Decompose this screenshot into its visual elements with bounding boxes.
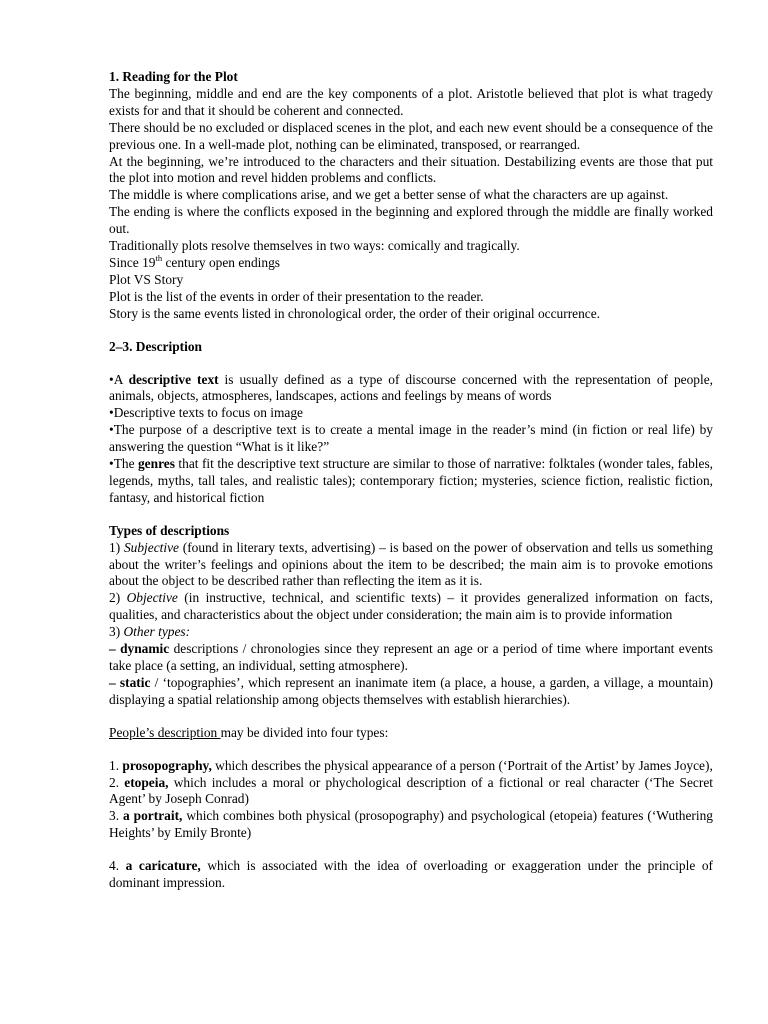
list-number: 2. xyxy=(109,774,125,790)
text-span: •A xyxy=(109,371,129,387)
text-span: that fit the descriptive text structure are similar to those of narrative: folktales (wonder tales, fables, legends, myths, tall tales, and realistic tales); contemporary fiction; mysteries, science fiction, realistic fiction, fantasy, and historical fiction xyxy=(109,456,714,505)
section-heading-plot: 1. Reading for the Plot xyxy=(109,69,238,84)
bullet-paragraph xyxy=(109,456,713,507)
text-span: Since 19 xyxy=(109,254,156,270)
paragraph: The middle is where complications arise, and we get a better sense of what the characters are up against. xyxy=(109,187,669,203)
text-span: (in instructive, technical, and scientific texts) – it provides generalized information on facts, qualities, and characteristics about the object under consideration; the main aim is to provide information xyxy=(109,590,713,623)
bold-term: a caricature, xyxy=(125,858,201,874)
italic-term: Objective xyxy=(126,590,178,606)
list-paragraph xyxy=(109,758,713,775)
italic-term: Subjective xyxy=(123,539,179,555)
list-number: 3) xyxy=(109,624,124,640)
text-span: century open endings xyxy=(162,254,281,270)
text-span: which describes the physical appearance of a person (‘Portrait of the Artist’ by James Joyce), xyxy=(211,757,713,773)
text-span: which combines both physical (prosopography) and psychological (etopeia) features (‘Wuthering Heights’ by Emily Bronte) xyxy=(109,808,714,841)
bold-term: genres xyxy=(137,456,175,472)
list-number: 1. xyxy=(109,757,123,773)
list-paragraph xyxy=(109,624,713,641)
paragraph: Story is the same events listed in chronological order, the order of their original occurrence. xyxy=(109,305,601,321)
list-number: 2) xyxy=(109,590,127,606)
people-description-intro xyxy=(109,725,713,742)
paragraph: Plot is the list of the events in order of their presentation to the reader. xyxy=(109,288,484,304)
list-paragraph xyxy=(109,858,713,892)
paragraph xyxy=(109,252,713,272)
list-number: 4. xyxy=(109,858,126,874)
list-paragraph xyxy=(109,675,713,709)
paragraph: Plot VS Story xyxy=(109,271,184,287)
bullet-paragraph: •The purpose of a descriptive text is to create a mental image in the reader’s mind (in fiction or real life) by answering the question “What is it like?” xyxy=(109,422,713,455)
section-heading-description: 2–3. Description xyxy=(109,338,202,354)
bold-term: prosopography, xyxy=(122,757,212,773)
list-number: 3. xyxy=(109,808,124,824)
paragraph: At the beginning, we’re introduced to the characters and their situation. Destabilizing events are those that put the plot into motion and revel hidden problems and conflicts. xyxy=(109,153,713,186)
text-span: / ‘topographies’, which represent an inanimate item (a place, a house, a garden, a village, a mountain) displaying a spatial relationship among objects themselves with establish hierarchies). xyxy=(109,674,713,707)
text-span: which includes a moral or phychological description of a fictional or real character (‘The Secret Agent’ by Joseph Conrad) xyxy=(109,774,714,807)
document-body xyxy=(109,69,713,892)
text-span: may be divided into four types: xyxy=(220,724,389,740)
text-span: •The xyxy=(109,456,138,472)
list-paragraph xyxy=(109,540,713,591)
section-heading-types: Types of descriptions xyxy=(109,522,230,538)
italic-term: Other types: xyxy=(123,624,191,640)
text-span: (found in literary texts, advertising) – is based on the power of observation and tells us something about the writer’s feelings and opinions about the item to be described; the main aim is to provoke emotions about the object to be described rather than reflecting the item as it is. xyxy=(109,539,713,589)
underlined-term: People’s description xyxy=(109,724,221,740)
bold-term: – static xyxy=(109,674,151,690)
bold-term: descriptive text xyxy=(128,371,219,387)
list-paragraph xyxy=(109,641,713,675)
paragraph: There should be no excluded or displaced scenes in the plot, and each new event should be a consequence of the previous one. In a well-made plot, nothing can be eliminated, transposed, or rearranged. xyxy=(109,119,713,152)
list-paragraph xyxy=(109,808,713,842)
text-span: descriptions / chronologies since they represent an age or a period of time where important events take place (a setting, an individual, setting atmosphere). xyxy=(109,641,713,673)
list-paragraph xyxy=(109,590,713,624)
list-paragraph xyxy=(109,775,713,809)
paragraph: The ending is where the conflicts exposed in the beginning and explored through the middle are finally worked out. xyxy=(109,204,713,237)
list-number: 1) xyxy=(109,539,124,555)
bold-term: etopeia, xyxy=(124,774,169,790)
text-span: is usually defined as a type of discourse concerned with the representation of people, animals, objects, atmospheres, landscapes, actions and feelings by means of words xyxy=(109,371,713,404)
bold-term: – dynamic xyxy=(109,641,170,657)
paragraph: The beginning, middle and end are the key components of a plot. Aristotle believed that plot is what tragedy exists for and that it should be coherent and connected. xyxy=(109,85,713,118)
text-span: which is associated with the idea of overloading or exaggeration under the principle of dominant impression. xyxy=(109,858,714,891)
ordinal-superscript: th xyxy=(155,252,163,263)
bullet-paragraph: •Descriptive texts to focus on image xyxy=(109,405,303,421)
paragraph: Traditionally plots resolve themselves in two ways: comically and tragically. xyxy=(109,238,520,254)
bold-term: a portrait, xyxy=(123,808,183,824)
bullet-paragraph xyxy=(109,372,713,406)
